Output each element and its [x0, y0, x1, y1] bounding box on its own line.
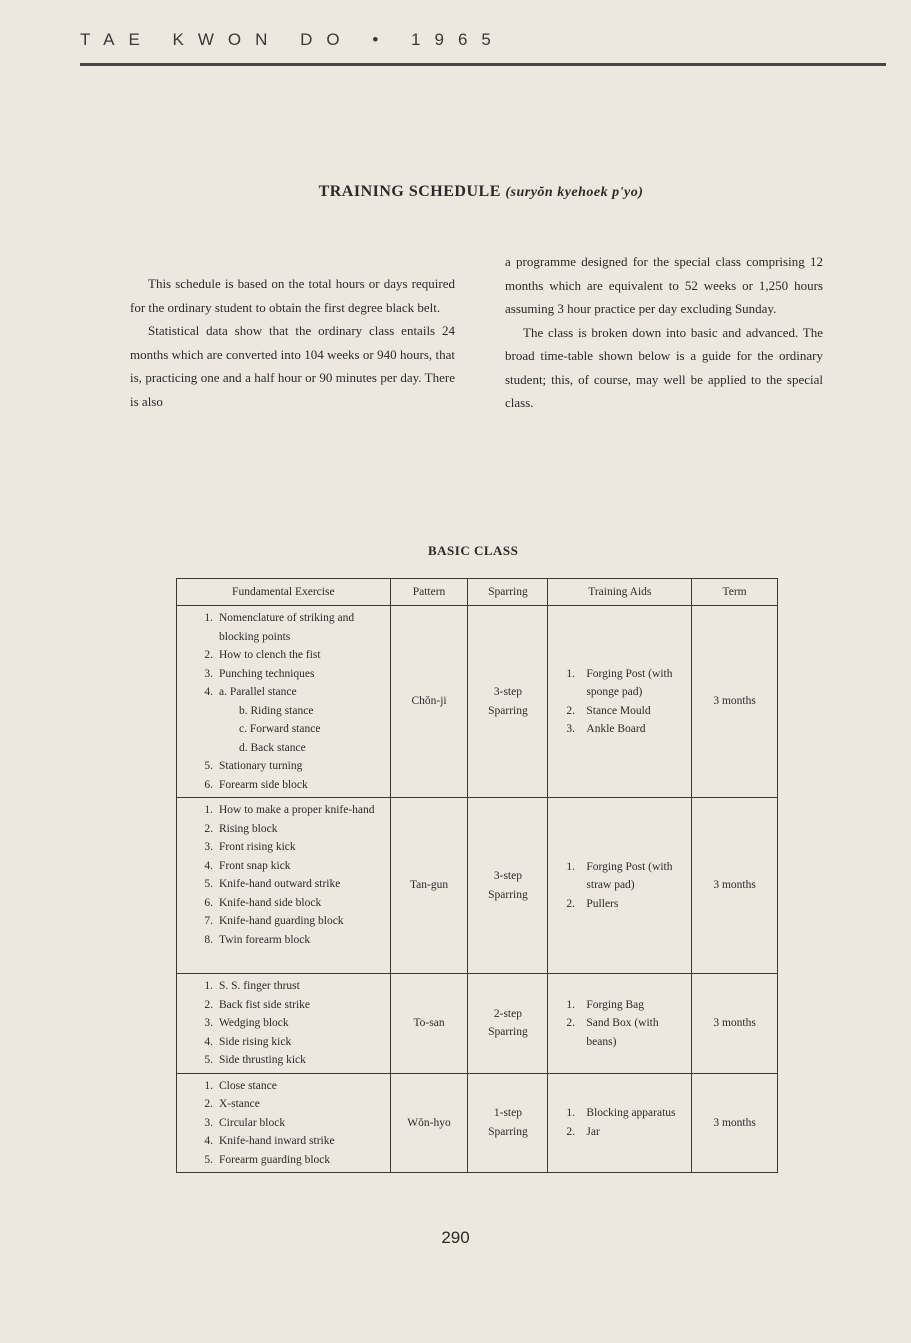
exercise-item [199, 739, 386, 758]
exercise-text: S. S. finger thrust [219, 980, 300, 992]
training-aid-text: Sand Box (with beans) [586, 1017, 659, 1048]
training-aid-item [566, 996, 691, 1015]
exercise-item [199, 912, 386, 931]
training-aid-text: Forging Post (with straw pad) [586, 860, 673, 892]
exercise-text: Forearm side block [219, 778, 308, 791]
exercise-item [199, 1051, 386, 1070]
exercise-number: 6. [204, 896, 213, 909]
exercise-text: X-stance [219, 1098, 260, 1110]
exercise-text: Knife-hand guarding block [219, 915, 344, 927]
exercise-number: 2. [204, 998, 213, 1011]
exercise-text: How to clench the fist [219, 649, 321, 661]
exercise-item [199, 875, 386, 894]
exercise-number [199, 720, 213, 739]
running-head: TAE KWON DO • 1965 [80, 30, 505, 49]
pattern-cell: Chŏn-ji [390, 606, 468, 798]
exercise-item [199, 1014, 386, 1033]
training-aid-text: Ankle Board [586, 723, 646, 735]
term-cell: 3 months [692, 798, 778, 974]
exercise-number: 2. [204, 822, 213, 835]
training-aid-number: 1. [566, 998, 576, 1011]
exercise-item [199, 801, 386, 820]
page-number: 290 [441, 1228, 470, 1247]
table-row [177, 974, 778, 1074]
exercise-item [199, 776, 386, 795]
table-row [177, 606, 778, 798]
exercise-number: 3. [204, 667, 213, 680]
pattern-cell: To-san [390, 974, 468, 1074]
sparring-cell: 2-step Sparring [468, 974, 548, 1074]
exercise-number [199, 739, 213, 758]
training-aid-item [566, 1104, 691, 1123]
training-aids-cell [548, 798, 692, 974]
training-aid-item [566, 895, 691, 914]
title-romanized: (suryŏn kyehoek p'yo) [505, 185, 644, 200]
paragraph: Statistical data show that the ordinary class entails 24 months which are converted into 104 weeks or 940 hours, that is, practicing one and a half hour or 90 minutes per day. There is also [130, 323, 455, 409]
exercise-number: 1. [204, 980, 213, 992]
exercise-text: Nomenclature of striking and blocking points [219, 612, 355, 643]
exercise-text: Stationary turning [219, 760, 303, 772]
training-aid-number: 2. [566, 897, 576, 910]
exercise-item [199, 838, 386, 857]
exercise-text: Forearm guarding block [219, 1153, 331, 1166]
exercise-text: b. Riding stance [239, 704, 314, 717]
exercise-item [199, 702, 386, 721]
exercise-number: 1. [204, 804, 213, 816]
table-title: BASIC CLASS [428, 543, 519, 558]
exercise-text: c. Forward stance [239, 723, 321, 735]
exercise-text: Rising block [219, 822, 278, 835]
exercise-text: a. Parallel stance [219, 686, 297, 698]
header-rule [80, 63, 886, 66]
table-header-row [177, 579, 778, 606]
training-aid-number: 1. [566, 667, 576, 680]
exercise-item [199, 1132, 386, 1151]
exercise-number: 1. [204, 612, 213, 624]
exercise-text: Punching techniques [219, 667, 315, 680]
exercise-text: Knife-hand side block [219, 896, 322, 909]
training-aid-item [566, 1014, 691, 1051]
exercise-number: 5. [204, 878, 213, 890]
exercise-item [199, 1077, 386, 1096]
exercise-number: 6. [204, 778, 213, 791]
exercise-item [199, 646, 386, 665]
term-cell: 3 months [692, 1073, 778, 1173]
training-aid-text: Forging Bag [586, 998, 645, 1011]
training-aid-text: Blocking apparatus [586, 1107, 676, 1120]
right-column [505, 250, 823, 415]
exercise-text: Close stance [219, 1079, 277, 1092]
column-header: Sparring [468, 579, 548, 606]
training-aid-item [566, 720, 691, 739]
exercise-cell [177, 798, 391, 974]
exercise-item [199, 609, 386, 646]
training-aid-item [566, 1123, 691, 1142]
training-aid-text: Pullers [586, 897, 619, 910]
table-body [177, 606, 778, 1173]
exercise-item [199, 665, 386, 684]
training-aid-text: Forging Post (with sponge pad) [586, 667, 673, 698]
exercise-text: d. Back stance [239, 741, 306, 754]
exercise-text: Circular block [219, 1116, 286, 1129]
exercise-number: 4. [204, 1135, 213, 1147]
exercise-cell [177, 1073, 391, 1173]
exercise-item [199, 1033, 386, 1052]
exercise-number: 2. [204, 649, 213, 661]
exercise-number: 5. [204, 1054, 213, 1066]
exercise-text: How to make a proper knife-hand [219, 804, 375, 816]
exercise-item [199, 977, 386, 996]
training-aid-number: 1. [566, 860, 576, 873]
exercise-text: Knife-hand outward strike [219, 878, 341, 890]
exercise-item [199, 1095, 386, 1114]
paragraph: a programme designed for the special class comprising 12 months which are equivalent to 52 weeks or 1,250 hours assuming 3 hour practice per day excluding Sunday. [505, 254, 823, 316]
table-row [177, 798, 778, 974]
title-main: TRAINING SCHEDULE [318, 183, 501, 200]
sparring-cell: 3-step Sparring [468, 606, 548, 798]
column-header: Training Aids [548, 579, 692, 606]
exercise-text: Wedging block [219, 1017, 289, 1029]
exercise-number: 2. [204, 1098, 213, 1110]
sparring-cell: 1-step Sparring [468, 1073, 548, 1173]
training-aid-text: Jar [586, 1125, 600, 1138]
exercise-number: 3. [204, 1017, 213, 1029]
training-aid-number: 3. [566, 723, 576, 735]
exercise-number: 3. [204, 841, 213, 853]
exercise-text: Knife-hand inward strike [219, 1135, 335, 1147]
exercise-number: 4. [204, 686, 213, 698]
exercise-number [199, 702, 213, 721]
exercise-item [199, 931, 386, 950]
exercise-text: Side rising kick [219, 1035, 292, 1048]
exercise-number: 7. [204, 915, 213, 927]
exercise-item [199, 683, 386, 702]
exercise-number: 4. [204, 1035, 213, 1048]
exercise-number: 1. [204, 1079, 213, 1092]
exercise-number: 8. [204, 933, 213, 946]
left-column [130, 272, 455, 413]
exercise-number: 4. [204, 859, 213, 872]
training-aids-cell [548, 974, 692, 1074]
training-aid-text: Stance Mould [586, 704, 651, 717]
exercise-cell [177, 606, 391, 798]
exercise-text: Front rising kick [219, 841, 296, 853]
pattern-cell: Wŏn-hyo [390, 1073, 468, 1173]
exercise-item [199, 757, 386, 776]
table-row [177, 1073, 778, 1173]
training-aid-item [566, 665, 691, 702]
exercise-item [199, 996, 386, 1015]
training-aid-number: 1. [566, 1107, 576, 1120]
exercise-text: Front snap kick [219, 859, 291, 872]
exercise-text: Back fist side strike [219, 998, 311, 1011]
column-header: Term [692, 579, 778, 606]
exercise-number: 5. [204, 1153, 213, 1166]
exercise-item [199, 894, 386, 913]
exercise-item [199, 857, 386, 876]
training-aid-number: 2. [566, 1125, 576, 1138]
column-header: Fundamental Exercise [177, 579, 391, 606]
page-title [0, 183, 911, 201]
schedule-table [176, 578, 778, 1173]
exercise-item [199, 1114, 386, 1133]
paragraph: The class is broken down into basic and advanced. The broad time-table shown below is a guide for the ordinary student; this, of course, may well be applied to the special class. [505, 324, 823, 410]
term-cell: 3 months [692, 606, 778, 798]
term-cell: 3 months [692, 974, 778, 1074]
training-aid-item [566, 702, 691, 721]
column-header: Pattern [390, 579, 468, 606]
exercise-item [199, 1151, 386, 1170]
exercise-text: Side thrusting kick [219, 1054, 306, 1066]
exercise-number: 5. [204, 760, 213, 772]
paragraph: This schedule is based on the total hours or days required for the ordinary student to obtain the first degree black belt. [130, 276, 455, 315]
exercise-item [199, 720, 386, 739]
exercise-text: Twin forearm block [219, 933, 311, 946]
exercise-cell [177, 974, 391, 1074]
training-aids-cell [548, 1073, 692, 1173]
training-aids-cell [548, 606, 692, 798]
pattern-cell: Tan-gun [390, 798, 468, 974]
exercise-item [199, 820, 386, 839]
sparring-cell: 3-step Sparring [468, 798, 548, 974]
training-aid-number: 2. [566, 704, 576, 717]
training-aid-number: 2. [566, 1017, 576, 1029]
exercise-number: 3. [204, 1116, 213, 1129]
training-aid-item [566, 858, 691, 895]
